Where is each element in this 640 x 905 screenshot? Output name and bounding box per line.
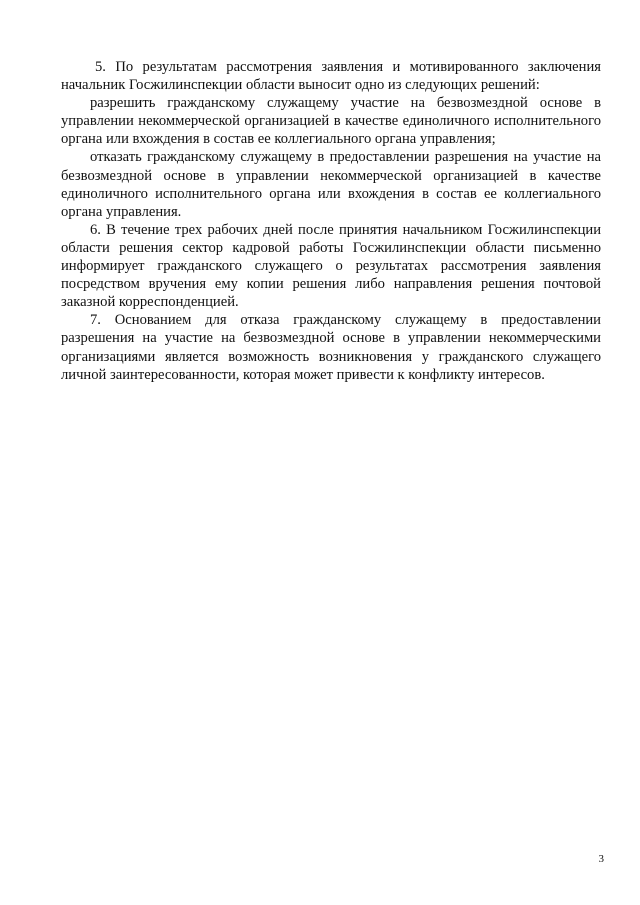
document-body xyxy=(61,58,601,384)
paragraph-option-refuse: отказать гражданскому служащему в предоставлении разрешения на участие на безвозмездной основе в управлении некоммерческой организацией в качестве единоличного исполнительного органа или вхождения в состав ее коллегиального органа управления. xyxy=(61,149,601,220)
page-number: 3 xyxy=(598,853,604,865)
paragraph-item-7: 7. Основанием для отказа гражданскому служащему в предоставлении разрешения на участие на безвозмездной основе в управлении некоммерческими организациями является возможность возникновения у гражданского служащего личной заинтересованности, которая может привести к конфликту интересов. xyxy=(61,312,601,383)
paragraph-item-5: 5. По результатам рассмотрения заявления и мотивированного заключения начальник Госжилинспекции области выносит одно из следующих решений: xyxy=(61,59,601,94)
paragraph-option-permit: разрешить гражданскому служащему участие на безвозмездной основе в управлении некоммерческой организацией в качестве единоличного исполнительного органа или вхождения в состав ее коллегиального органа управления; xyxy=(61,95,601,148)
paragraph-item-6: 6. В течение трех рабочих дней после принятия начальником Госжилинспекции области решения сектор кадровой работы Госжилинспекции области письменно информирует гражданского служащего о результатах рассмотрения заявления посредством вручения ему копии решения либо направления решения почтовой заказной корреспонденцией. xyxy=(61,221,601,311)
